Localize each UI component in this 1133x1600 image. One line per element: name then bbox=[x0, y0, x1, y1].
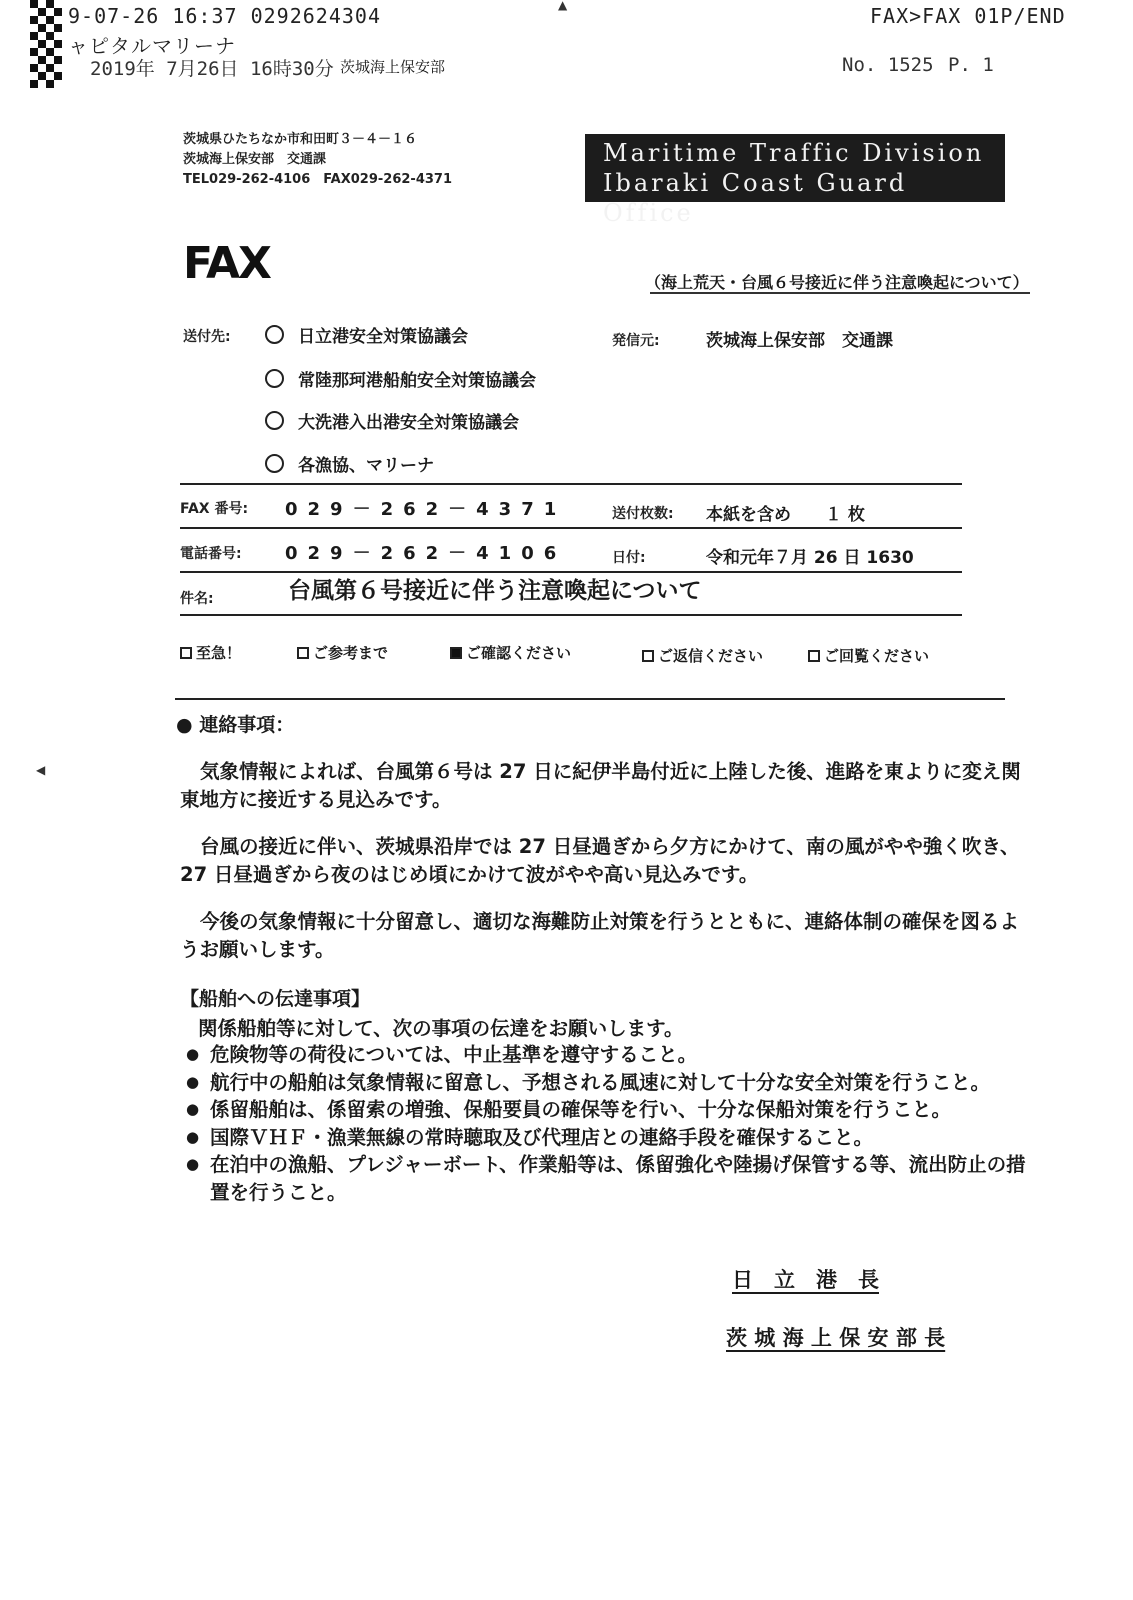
instructions-title: 【船舶への伝達事項】 bbox=[180, 988, 371, 1010]
subject-heading-underline bbox=[650, 292, 1030, 294]
checkbox-urgent: 至急！ bbox=[180, 642, 241, 663]
circle-icon bbox=[265, 454, 284, 473]
section-divider bbox=[175, 698, 1005, 700]
instruction-item: ● 在泊中の漁船、プレジャーボート、作業船等は、係留強化や陸揚げ保管する等、流出防止の措置を行うこと。 bbox=[180, 1151, 1030, 1206]
checkbox-icon bbox=[180, 647, 192, 659]
message-title: ● 連絡事項： bbox=[176, 714, 295, 736]
form-divider bbox=[180, 483, 962, 485]
instruction-item: ● 係留船舶は、係留索の増強、保船要員の確保等を行い、十分な保船対策を行うこと。 bbox=[180, 1096, 1030, 1124]
message-paragraph-2: 台風の接近に伴い、茨城県沿岸では 27 日昼過ぎから夕方にかけて、南の風がやや強く吹き、27 日昼過ぎから夜のはじめ頃にかけて波がやや高い見込みです。 bbox=[180, 835, 1020, 886]
instruction-item: ● 国際ＶＨＦ・漁業無線の常時聴取及び代理店との連絡手段を確保すること。 bbox=[180, 1124, 1030, 1152]
message-paragraph-3: 今後の気象情報に十分留意し、適切な海難防止対策を行うとともに、連絡体制の確保を図るようお願いします。 bbox=[180, 910, 1020, 961]
checkbox-icon bbox=[297, 647, 309, 659]
recipient-item: 日立港安全対策協議会 bbox=[265, 322, 468, 347]
circle-icon bbox=[265, 325, 284, 344]
fax-header-sender: 茨城海上保安部 bbox=[340, 58, 446, 76]
checkbox-circulate: ご回覧ください bbox=[808, 645, 929, 666]
circle-icon bbox=[265, 369, 284, 388]
sender-office: 茨城海上保安部 交通課 bbox=[183, 152, 327, 167]
pages-value: 本紙を含め １ 枚 bbox=[706, 505, 865, 525]
fax-header-number: No. 1525 bbox=[842, 54, 934, 76]
subject-label: 件名: bbox=[180, 591, 214, 607]
division-banner bbox=[585, 134, 1005, 227]
sender-address-block bbox=[183, 130, 452, 190]
checkbox-checked-icon bbox=[450, 647, 462, 659]
instructions-intro: 関係船舶等に対して、次の事項の伝達をお願いします。 bbox=[198, 1017, 684, 1040]
fax-header-receiver: ャピタルマリーナ bbox=[68, 34, 236, 58]
subject-heading: （海上荒天・台風６号接近に伴う注意喚起について） bbox=[645, 273, 1029, 292]
pages-label: 送付枚数: bbox=[612, 506, 674, 522]
checkbox-icon bbox=[642, 650, 654, 662]
fax-number-label: FAX 番号: bbox=[180, 501, 249, 517]
fax-header-date: 2019年 7月26日 16時30分 bbox=[90, 58, 334, 80]
fax-header-timestamp: 9-07-26 16:37 0292624304 bbox=[68, 4, 381, 28]
message-paragraph-1: 気象情報によれば、台風第６号は 27 日に紀伊半島付近に上陸した後、進路を東よりに変え関東地方に接近する見込みです。 bbox=[180, 760, 1021, 811]
recipient-item: 常陸那珂港船舶安全対策協議会 bbox=[265, 366, 536, 391]
recipient-item: 各漁協、マリーナ bbox=[265, 451, 434, 476]
from-value: 茨城海上保安部 交通課 bbox=[706, 331, 893, 351]
checkbox-icon bbox=[808, 650, 820, 662]
signature-hitachi-port-chief: 日 立 港 長 bbox=[732, 1268, 879, 1292]
signature-coast-guard-chief: 茨 城 海 上 保 安 部 長 bbox=[726, 1326, 946, 1350]
fax-header-status: FAX>FAX 01P/END bbox=[870, 4, 1066, 28]
banner-line-2: Ibaraki Coast Guard Office bbox=[603, 169, 908, 227]
to-label: 送付先: bbox=[183, 329, 231, 345]
banner-line-1: Maritime Traffic Division bbox=[603, 139, 985, 167]
instruction-item: ● 航行中の船舶は気象情報に留意し、予想される風速に対して十分な安全対策を行うこと。 bbox=[180, 1069, 1030, 1097]
subject-value: 台風第６号接近に伴う注意喚起について bbox=[288, 578, 702, 604]
instruction-item: ● 危険物等の荷役については、中止基準を遵守すること。 bbox=[180, 1041, 1030, 1069]
form-divider bbox=[180, 614, 962, 616]
circle-icon bbox=[265, 411, 284, 430]
tel-number-label: 電話番号: bbox=[180, 546, 242, 562]
checkbox-reference: ご参考まで bbox=[297, 642, 388, 663]
checkbox-reply: ご返信ください bbox=[642, 645, 763, 666]
tel-number-value: 029－262－4106 bbox=[285, 543, 567, 564]
fax-logo: FAX bbox=[183, 238, 270, 289]
sender-address: 茨城県ひたちなか市和田町３－４－１６ bbox=[183, 132, 418, 147]
from-label: 発信元: bbox=[612, 333, 660, 349]
form-divider bbox=[180, 527, 962, 529]
top-marker-icon: ▲ bbox=[558, 0, 568, 12]
fax-header-page: P. 1 bbox=[948, 54, 994, 76]
fax-number-value: 029－262－4371 bbox=[285, 499, 567, 520]
checkbox-confirm: ご確認ください bbox=[450, 642, 571, 663]
sender-contact: TEL029-262-4106 FAX029-262-4371 bbox=[183, 172, 452, 187]
left-marker-icon: ◀ bbox=[36, 763, 46, 777]
date-value: 令和元年７月 26 日 1630 bbox=[706, 548, 914, 568]
fax-checker-pattern bbox=[30, 0, 66, 100]
date-label: 日付: bbox=[612, 550, 646, 566]
instructions-list bbox=[180, 1041, 1030, 1206]
recipient-item: 大洗港入出港安全対策協議会 bbox=[265, 408, 519, 433]
